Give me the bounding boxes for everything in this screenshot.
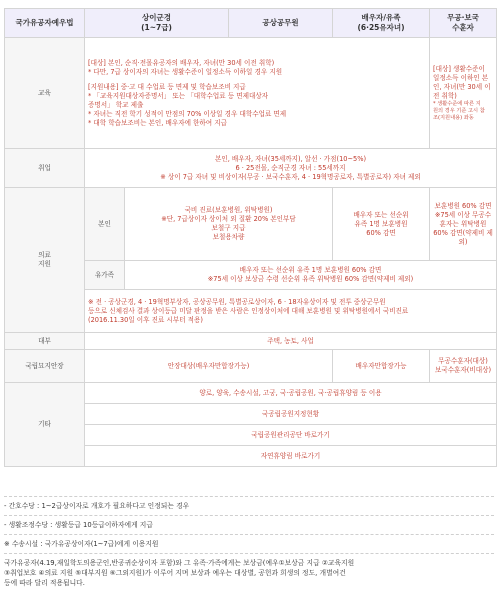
- text-line: * 대학 학습보조비는 본인, 배우자에 한하여 지급: [88, 118, 227, 127]
- etc-forest-link[interactable]: 자연휴양림 바로가기: [85, 446, 497, 467]
- text-line: * 다만, 7급 상이자의 자녀는 생활수준이 일정소득 이하일 경우 지원: [88, 67, 283, 76]
- text-line: ※75세 이상 무공수: [434, 210, 492, 219]
- text-line: 본인, 배우자, 자녀(35세까지), 알선 · 가점(10~5%): [214, 154, 367, 163]
- summary-paragraph: [4, 558, 494, 588]
- text-line: ※75세 이상 보상금 수령 선순위 유족 위탁병원 60% 감면(약제비 제외): [207, 275, 414, 283]
- header-spouse: [333, 9, 430, 38]
- text-line: 훈자는 위탁병원: [439, 219, 487, 228]
- text-line: [대상] 본인, 순직·전몰유공자의 배우자, 자녀(만 30세 이전 취학): [88, 58, 275, 67]
- divider: [4, 496, 494, 497]
- divider: [4, 553, 494, 554]
- employment-content: [85, 149, 497, 188]
- medical-label-text: 의료 지원: [38, 251, 51, 268]
- etc-facilities: 양로, 양육, 수송시설, 고궁, 국·공립공원, 국·공립휴양림 등 이용: [85, 383, 497, 404]
- text-line: * 자녀는 직전 학기 성적이 만점의 70% 이상일 경우 대학수업료 면제: [88, 109, 287, 118]
- divider: [4, 515, 494, 516]
- header-merit-label: 무공·보국 수훈자: [447, 13, 479, 32]
- text-line: [대상] 생활수준이: [433, 64, 485, 73]
- employment-label: 취업: [5, 149, 85, 188]
- text-line: ※ 상이 7급 자녀 및 비상이자(무공 · 보국수훈자, 4 · 19혁명공로자, 특별공로자) 자녀 제외: [160, 172, 421, 181]
- text-line: 6 · 25전몰, 순직군경 자녀 : 55세까지: [235, 163, 346, 172]
- education-side: [430, 38, 497, 149]
- burial-right: [430, 350, 497, 383]
- education-side-text: [433, 65, 493, 101]
- header-public-official: [229, 9, 333, 38]
- header-wounded: [85, 9, 229, 38]
- header-wounded-label: 상이군경 (1~7급): [141, 13, 172, 32]
- text-line: 인, 자녀(만 30세 이: [433, 82, 491, 91]
- text-line: 보국수훈자(비대상): [434, 366, 492, 374]
- header-public-official-label: 공상공무원: [262, 18, 299, 27]
- row-etc-1: [5, 383, 497, 404]
- burial-left: 안장대상(배우자만합장가능): [85, 350, 333, 383]
- text-line: (2016.11.30일 이후 진료 시부터 적용): [88, 315, 203, 324]
- footnotes: [4, 492, 494, 596]
- text-line: 보철용차량: [212, 233, 245, 241]
- burial-label: 국립묘지안장: [5, 350, 85, 383]
- loan-label: 대부: [5, 333, 85, 350]
- row-medical-self: [5, 188, 497, 261]
- medical-self-spouse: [333, 188, 430, 261]
- text-line: ※단, 7급상이자 상이처 외 질환 20% 본인부담: [161, 215, 296, 223]
- header-spouse-label: 배우자/유족 (6·25유자녀): [357, 13, 405, 32]
- medical-family-content: [125, 261, 497, 290]
- burial-mid: 배우자만합장가능: [333, 350, 430, 383]
- text-line: 등으로 신체검사 결과 상이등급 미달 판정을 받은 사람은 인정상이처에 대해 보훈병원 및 위탁병원에서 국비진료: [88, 306, 409, 315]
- medical-self-content: [125, 188, 333, 261]
- etc-label: 기타: [5, 383, 85, 467]
- note-transport: ※ 수송시설 : 국가유공상이자(1~7급)에게 이용지원: [4, 540, 159, 548]
- text-line: * 「교육지원대상자증명서」 또는 「대학수업료 등 면제대상자: [88, 91, 269, 100]
- note-nursing-allowance: - 간호수당 : 1~2급상이자로 개호가 필요하다고 인정되는 경우: [4, 502, 190, 510]
- text-line: 60% 감면: [366, 228, 396, 237]
- text-line: * 생활수준에 따른 지: [433, 100, 481, 107]
- text-line: 유족 1명 보훈병원: [354, 219, 408, 228]
- text-line: 등에 따라 달리 적용됩니다.: [4, 579, 85, 587]
- row-education: [5, 38, 497, 149]
- text-line: ③취업보호 ④의료 지원 ⑤대부지원 ⑥그외지원)가 이루어 지며 보상과 예우는 대상별, 공헌과 희생의 정도, 개별여건: [4, 569, 346, 577]
- header-merit: [430, 9, 497, 38]
- text-line: 일정소득 이하인 본: [433, 73, 489, 82]
- text-line: 배우자 또는 선순위 유족 1명 보훈병원 60% 감면: [239, 266, 382, 274]
- text-line: ※ 전 · 공상군경, 4 · 19혁명부상자, 공상공무원, 특별공로상이자, 6 · 18자유상이자 및 전투 중상군무원: [88, 297, 386, 306]
- text-line: 국가유공자(4.19,재일학도의용군인,반공귀순상이자 포함)와 그 유족·가족에게는 보상금(예우①보상금 지급 ②교육지원: [4, 559, 355, 567]
- text-line: 60% 감면(약제비 제: [433, 228, 493, 237]
- text-line: [지원내용] 중·고 대 수업료 등 면제 및 학습보조비 지급: [88, 82, 246, 91]
- education-side-note: [433, 101, 493, 122]
- medical-self-merit: [430, 188, 497, 261]
- loan-content: 주택, 농토, 사업: [85, 333, 497, 350]
- row-employment: [5, 149, 497, 188]
- text-line: 국비 진료(보훈병원, 위탁병원): [184, 206, 273, 214]
- text-line: 배우자 또는 선순위: [353, 210, 409, 219]
- text-line: 전 취학): [433, 91, 457, 100]
- table-header-row: [5, 9, 497, 38]
- etc-park-service-link[interactable]: 국립공원관리공단 바로가기: [85, 425, 497, 446]
- text-line: 원의 경우 기준 고시 참: [433, 107, 485, 114]
- divider: [4, 534, 494, 535]
- text-line: 외): [458, 237, 468, 246]
- row-loan: [5, 333, 497, 350]
- medical-family-label: 유가족: [85, 261, 125, 290]
- row-burial: [5, 350, 497, 383]
- etc-park-list-link[interactable]: 국공립공원지정현황: [85, 404, 497, 425]
- medical-self-label: 본인: [85, 188, 125, 261]
- medical-note-content: [85, 290, 497, 333]
- benefits-table: [4, 8, 497, 467]
- text-line: 보훈병원 60% 감면: [434, 201, 492, 210]
- header-category: [5, 9, 85, 38]
- education-label: 교육: [5, 38, 85, 149]
- note-living-allowance: - 생활조정수당 : 생활등급 10등급이하자에게 지급: [4, 521, 153, 529]
- text-line: 보철구 지급: [211, 224, 246, 232]
- text-line: 증명서」 학교 제출: [88, 100, 144, 109]
- education-content: [85, 38, 430, 149]
- medical-label: [5, 188, 85, 333]
- text-line: 무공수훈자(대상): [438, 357, 488, 365]
- header-category-label: 국가유공자예우법: [15, 18, 74, 27]
- text-line: 조(지원내용) 좌동: [433, 114, 474, 121]
